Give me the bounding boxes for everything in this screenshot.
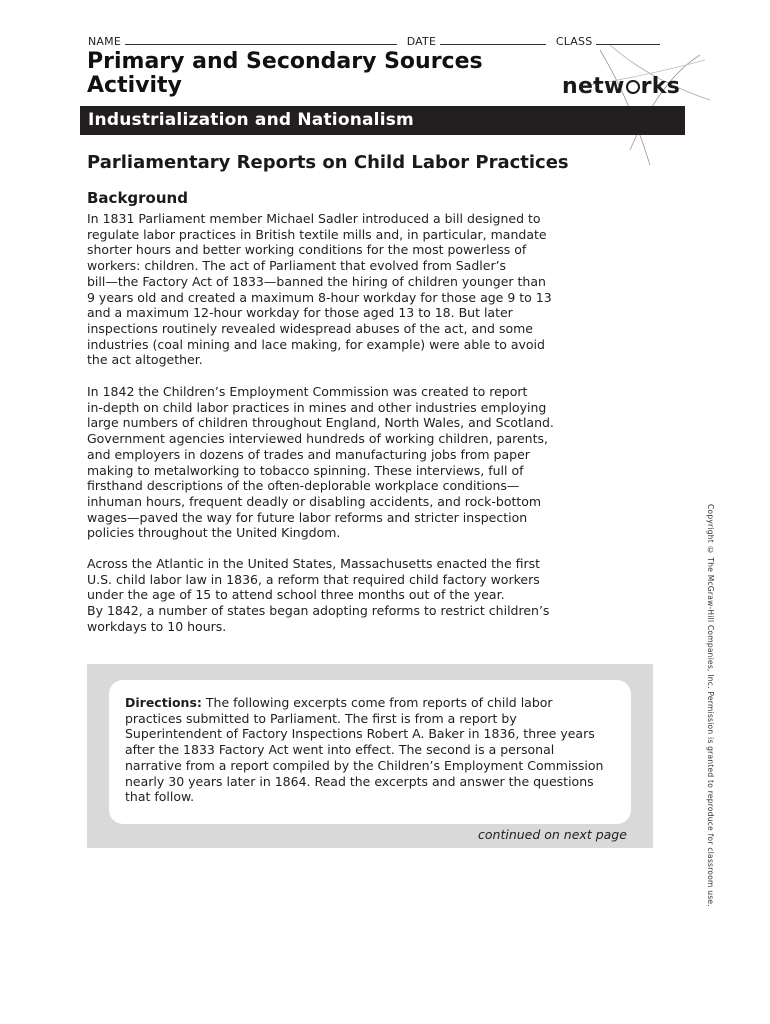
logo-swoosh-decoration bbox=[590, 40, 720, 170]
background-paragraph-2: In 1842 the Children’s Employment Commission was created to report in-depth on child labor practices in mines and other industries employing large numbers of children throughout England, North Wales, and Scotland. Government agencies interviewed hundreds of working children, parents, and employers in dozens of trades and manufacturing jobs from paper making to metalworking to tobacco spinning. These interviews, full of firsthand descriptions of the often-deplorable workplace conditions— inhuman hours, frequent deadly or disabling accidents, and rock-bottom wages—paved the way for future labor reforms and stricter inspection policies throughout the United Kingdom. bbox=[87, 384, 554, 541]
continued-note: continued on next page bbox=[478, 827, 627, 842]
date-blank bbox=[440, 34, 546, 45]
name-blank bbox=[125, 34, 397, 45]
directions-text: Directions: The following excerpts come from reports of child labor practices submitted to Parliament. The first is from a report by Superintendent of Factory Inspections Robert A. Baker in 1836, three years after the 1833 Factory Act went into effect. The second is a personal narrative from a report compiled by the Children’s Employment Commission nearly 30 years later in 1864. Read the excerpts and answer the questions that follow. bbox=[125, 695, 604, 805]
name-label: NAME bbox=[88, 35, 121, 48]
banner-title: Industrialization and Nationalism bbox=[88, 110, 414, 130]
header-fields bbox=[88, 34, 660, 48]
background-paragraph-3: Across the Atlantic in the United States, Massachusetts enacted the first U.S. child labor law in 1836, a reform that required child factory workers under the age of 15 to attend school three months out of the year. By 1842, a number of states began adopting reforms to restrict children’s workdays to 10 hours. bbox=[87, 556, 550, 634]
copyright-notice: Copyright © The McGraw-Hill Companies, Inc. Permission is granted to reproduce for classroom use. bbox=[706, 504, 715, 907]
title-line-1: Primary and Secondary Sources bbox=[87, 49, 483, 74]
class-label: CLASS bbox=[555, 35, 593, 48]
activity-subtitle: Parliamentary Reports on Child Labor Practices bbox=[87, 152, 569, 173]
title-line-2: Activity bbox=[87, 73, 182, 98]
date-label: DATE bbox=[406, 35, 437, 48]
background-paragraph-1: In 1831 Parliament member Michael Sadler introduced a bill designed to regulate labor practices in British textile mills and, in particular, mandate shorter hours and better working conditions for the most powerless of workers: children. The act of Parliament that evolved from Sadler’s bill—the Factory Act of 1833—banned the hiring of children younger than 9 years old and created a maximum 8-hour workday for those age 9 to 13 and a maximum 12-hour workday for those aged 13 to 18. But later inspections routinely revealed widespread abuses of the act, and some industries (coal mining and lace making, for example) were able to avoid the act altogether. bbox=[87, 211, 552, 368]
networks-logo: netw rks bbox=[562, 74, 681, 99]
background-heading: Background bbox=[87, 189, 188, 207]
directions-label: Directions: bbox=[125, 695, 202, 710]
page-title bbox=[87, 50, 483, 98]
logo-circle-icon bbox=[626, 80, 640, 94]
